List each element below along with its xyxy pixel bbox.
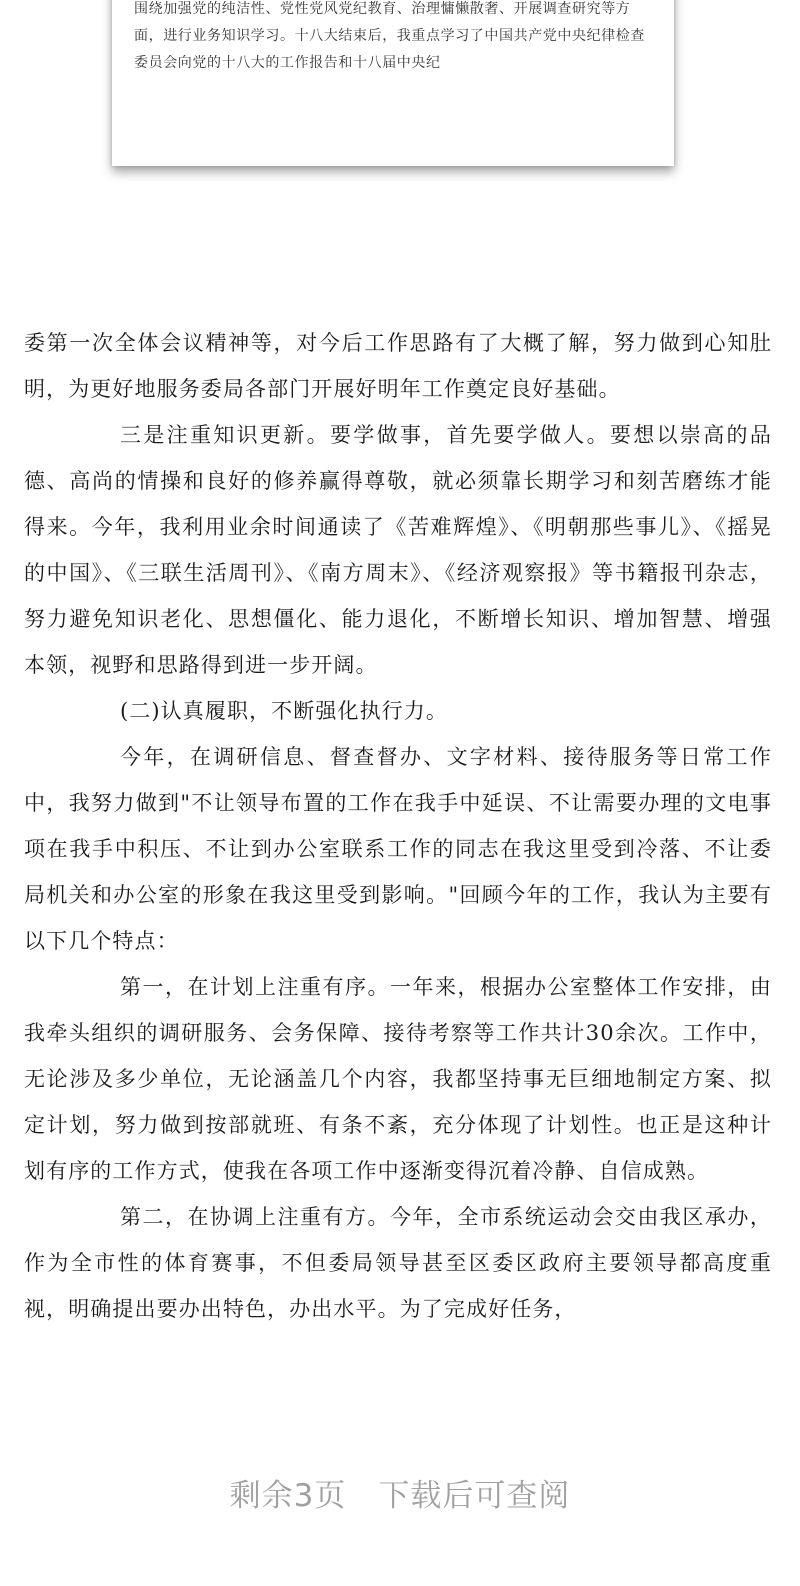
document-body (24, 320, 772, 1332)
paragraph: 三是注重知识更新。要学做事，首先要学做人。要想以崇高的品德、高尚的情操和良好的修养赢得尊敬，就必须靠长期学习和刻苦磨练才能得来。今年，我利用业余时间通读了《苦难辉煌》、《明朝那些事儿》、《摇晃的中国》、《三联生活周刊》、《南方周末》、《经济观察报》等书籍报刊杂志，努力避免知识老化、思想僵化、能力退化，不断增长知识、增加智慧、增强本领，视野和思路得到进一步开阔。 (24, 423, 772, 677)
paragraph: 第二，在协调上注重有方。今年，全市系统运动会交由我区承办，作为全市性的体育赛事，不但委局领导甚至区委区政府主要领导都高度重视，明确提出要办出特色，办出水平。为了完成好任务， (24, 1205, 772, 1321)
paragraph: 第一，在计划上注重有序。一年来，根据办公室整体工作安排，由我牵头组织的调研服务、会务保障、接待考察等工作共计30余次。工作中，无论涉及多少单位，无论涵盖几个内容，我都坚持事无巨细地制定方案、拟定计划，努力做到按部就班、有条不紊，充分体现了计划性。也正是这种计划有序的工作方式，使我在各项工作中逐渐变得沉着冷静、自信成熟。 (24, 975, 772, 1183)
preview-text: 围绕加强党的纯洁性、党性党风党纪教育、治理慵懒散奢、开展调查研究等方面，进行业务知识学习。十八大结束后，我重点学习了中国共产党中央纪律检查委员会向党的十八大的工作报告和十八届中央纪 (134, 1, 645, 71)
paragraph: 今年，在调研信息、督查督办、文字材料、接待服务等日常工作中，我努力做到"不让领导布置的工作在我手中延误、不让需要办理的文电事项在我手中积压、不让到办公室联系工作的同志在我这里受到冷落、不让委局机关和办公室的形象在我这里受到影响。"回顾今年的工作，我认为主要有以下几个特点： (24, 745, 772, 953)
preview-page-card (112, 0, 674, 166)
remaining-pages-notice[interactable]: 剩余3页 下载后可查阅 (229, 1478, 571, 1514)
paragraph: 委第一次全体会议精神等，对今后工作思路有了大概了解，努力做到心知肚明，为更好地服务委局各部门开展好明年工作奠定良好基础。 (24, 331, 772, 401)
section-heading: (二)认真履职，不断强化执行力。 (120, 699, 448, 723)
